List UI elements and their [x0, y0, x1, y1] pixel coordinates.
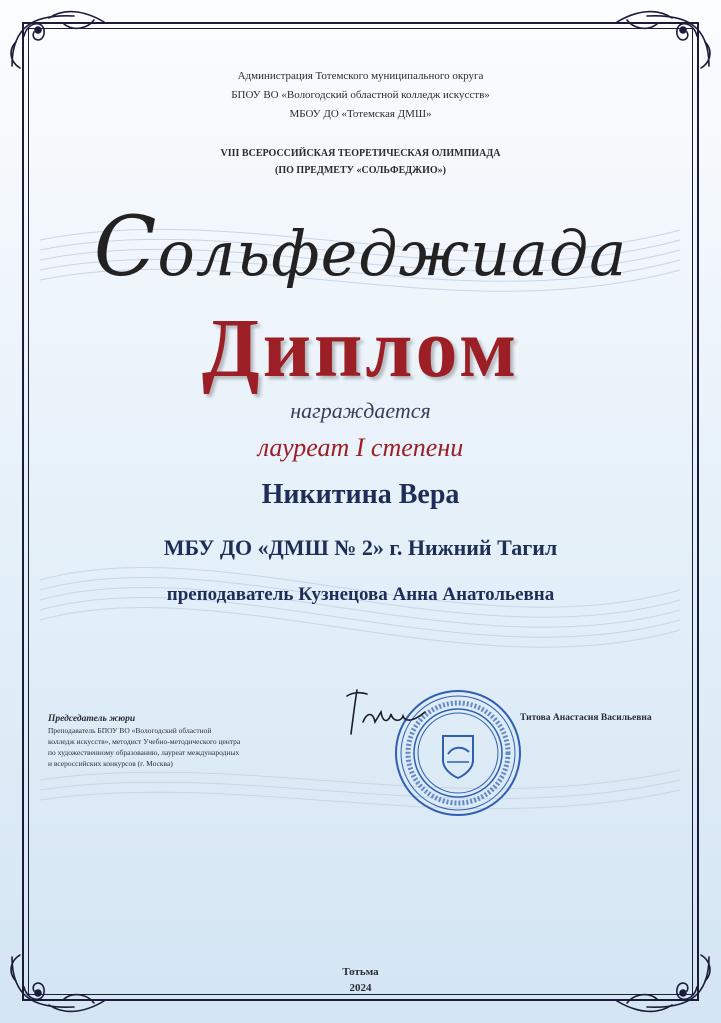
jury-line: Преподаватель БПОУ ВО «Вологодский областной — [48, 726, 212, 735]
brand-initial: С — [93, 200, 158, 295]
jury-title: Председатель жюри — [48, 714, 136, 724]
awarded-text: награждается — [290, 398, 431, 423]
jury-line: колледж искусств», методист Учебно-методического центра — [48, 737, 241, 746]
recipient-name: Никитина Вера — [261, 479, 460, 510]
organizers-block — [0, 67, 721, 124]
corner-ornament-icon — [4, 6, 114, 76]
school-name: МБУ ДО «ДМШ № 2» г. Нижний Тагил — [163, 535, 558, 560]
brand-rest: ольфеджиада — [157, 217, 628, 290]
signature-icon — [345, 682, 430, 742]
footer-block — [0, 964, 721, 996]
organizer-line: МБОУ ДО «Тотемская ДМШ» — [289, 108, 432, 120]
olympiad-line: VIII ВСЕРОССИЙСКАЯ ТЕОРЕТИЧЕСКАЯ ОЛИМПИАДА — [220, 148, 501, 159]
organizer-line: БПОУ ВО «Вологодский областной колледж искусств» — [231, 89, 490, 101]
corner-ornament-icon — [607, 6, 717, 76]
jury-line: по художественному образованию, лауреат международных — [48, 748, 240, 757]
signer-name: Титова Анастасия Васильевна — [520, 713, 652, 723]
footer-year: 2024 — [349, 982, 372, 994]
olympiad-title — [0, 145, 721, 179]
olympiad-subject: (ПО ПРЕДМЕТУ «СОЛЬФЕДЖИО») — [275, 165, 446, 176]
teacher-name: преподаватель Кузнецова Анна Анатольевна — [166, 584, 555, 605]
brand-title — [0, 200, 721, 295]
organizer-line: Администрация Тотемского муниципального округа — [237, 70, 484, 82]
footer-city: Тотьма — [342, 966, 379, 978]
jury-line: и всероссийских конкурсов (г. Москва) — [48, 759, 173, 768]
degree-text: лауреат I степени — [257, 433, 464, 462]
jury-block — [48, 713, 328, 769]
diploma-heading: Диплом — [201, 302, 520, 395]
